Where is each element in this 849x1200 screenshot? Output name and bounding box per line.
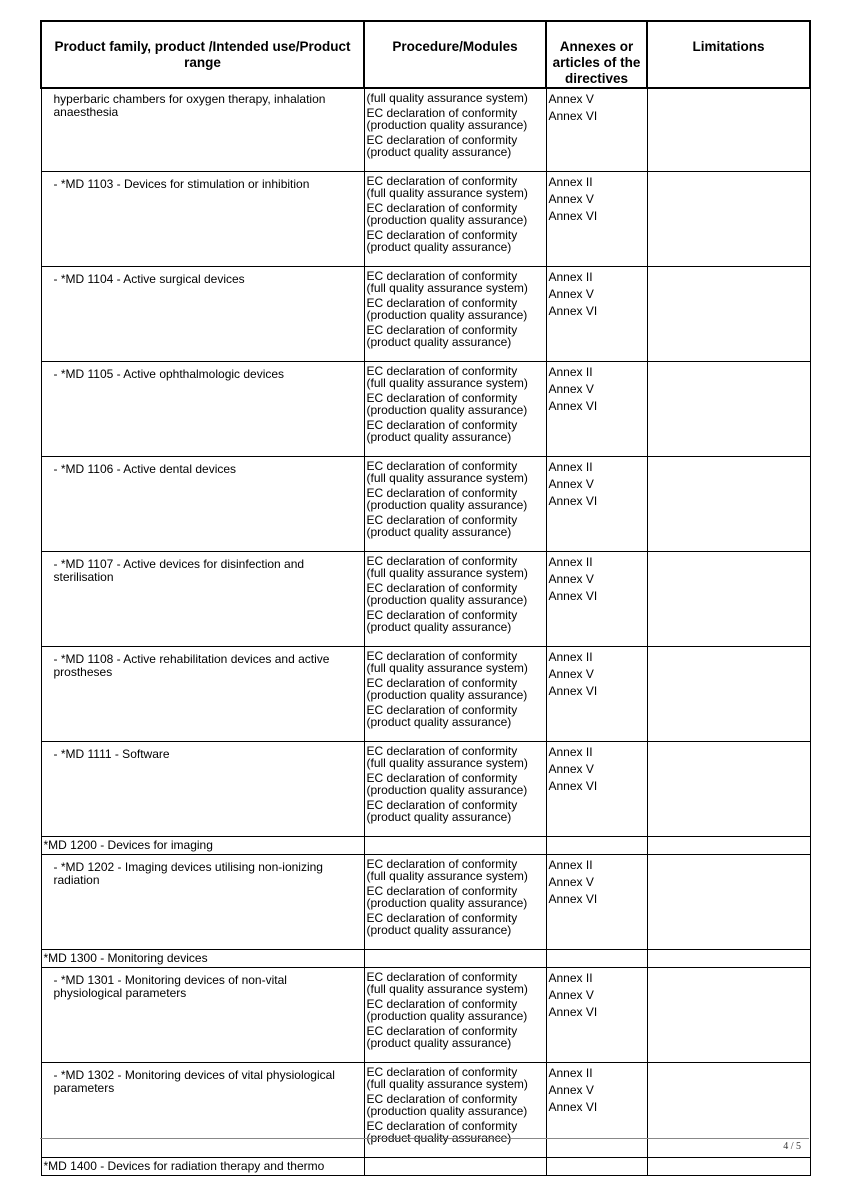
annex-line: Annex V — [548, 875, 594, 889]
procedure-line: EC declaration of conformity — [366, 857, 518, 871]
limitations-cell — [647, 172, 810, 267]
annex-line: Annex II — [548, 1066, 593, 1080]
procedure-line: EC declaration of conformity — [366, 581, 518, 595]
table-row — [41, 172, 810, 267]
table-row — [41, 362, 810, 457]
procedure-line: (production quality assurance) — [366, 688, 528, 702]
procedure-line: EC declaration of conformity — [366, 201, 518, 215]
annex-line: Annex VI — [548, 494, 598, 508]
procedure-line: (product quality assurance) — [366, 810, 512, 824]
table-row — [41, 1063, 810, 1158]
procedure-line: EC declaration of conformity — [366, 703, 518, 717]
product-cell: hyperbaric chambers for oxygen therapy, inhalation anaesthesia — [41, 88, 364, 172]
product-cell: - *MD 1106 - Active dental devices — [41, 457, 364, 552]
header-product: Product family, product /Intended use/Product range — [41, 21, 364, 88]
annex-line: Annex VI — [548, 1005, 598, 1019]
procedure-cell — [364, 742, 546, 837]
annex-cell — [546, 950, 647, 968]
annex-line: Annex VI — [548, 779, 598, 793]
procedure-line: EC declaration of conformity — [366, 771, 518, 785]
procedure-line: EC declaration of conformity — [366, 970, 518, 984]
annex-cell — [546, 552, 647, 647]
annex-line: Annex VI — [548, 589, 598, 603]
annex-line: Annex VI — [548, 892, 598, 906]
limitations-cell — [647, 968, 810, 1063]
procedure-cell — [364, 552, 546, 647]
limitations-cell — [647, 267, 810, 362]
procedure-line: (production quality assurance) — [366, 308, 528, 322]
procedure-line: EC declaration of conformity — [366, 676, 518, 690]
annex-cell — [546, 88, 647, 172]
procedure-line: EC declaration of conformity — [366, 323, 518, 337]
procedure-cell — [364, 88, 546, 172]
procedure-line: (product quality assurance) — [366, 430, 512, 444]
procedure-line: EC declaration of conformity — [366, 269, 518, 283]
procedure-line: (production quality assurance) — [366, 896, 528, 910]
procedure-cell — [364, 362, 546, 457]
procedure-line: EC declaration of conformity — [366, 174, 518, 188]
procedure-cell — [364, 267, 546, 362]
conformity-table — [40, 20, 811, 1176]
annex-line: Annex VI — [548, 304, 598, 318]
procedure-line: (product quality assurance) — [366, 923, 512, 937]
annex-line: Annex V — [548, 572, 594, 586]
annex-cell — [546, 267, 647, 362]
annex-line: Annex V — [548, 287, 594, 301]
annex-line: Annex V — [548, 92, 594, 106]
procedure-line: EC declaration of conformity — [366, 884, 518, 898]
category-row — [41, 1158, 810, 1176]
annex-line: Annex II — [548, 270, 593, 284]
procedure-line: (product quality assurance) — [366, 620, 512, 634]
product-cell: - *MD 1302 - Monitoring devices of vital physiological parameters — [41, 1063, 364, 1158]
procedure-line: (production quality assurance) — [366, 1009, 528, 1023]
procedure-cell — [364, 855, 546, 950]
procedure-line: (product quality assurance) — [366, 335, 512, 349]
procedure-line: (full quality assurance system) — [366, 566, 528, 580]
procedure-line: (product quality assurance) — [366, 715, 512, 729]
table-row — [41, 968, 810, 1063]
procedure-line: (product quality assurance) — [366, 525, 512, 539]
annex-line: Annex V — [548, 762, 594, 776]
procedure-line: (production quality assurance) — [366, 498, 528, 512]
limitations-cell — [647, 950, 810, 968]
product-cell: - *MD 1107 - Active devices for disinfection and sterilisation — [41, 552, 364, 647]
annex-cell — [546, 742, 647, 837]
annex-line: Annex V — [548, 477, 594, 491]
product-cell: - *MD 1103 - Devices for stimulation or inhibition — [41, 172, 364, 267]
procedure-line: EC declaration of conformity — [366, 486, 518, 500]
table-row — [41, 267, 810, 362]
procedure-line: EC declaration of conformity — [366, 911, 518, 925]
annex-cell — [546, 1158, 647, 1176]
limitations-cell — [647, 1158, 810, 1176]
annex-cell — [546, 837, 647, 855]
procedure-line: EC declaration of conformity — [366, 228, 518, 242]
procedure-line: (production quality assurance) — [366, 403, 528, 417]
procedure-line: EC declaration of conformity — [366, 418, 518, 432]
header-limitations: Limitations — [647, 21, 810, 88]
annex-line: Annex V — [548, 988, 594, 1002]
procedure-line: (full quality assurance system) — [366, 91, 528, 105]
category-cell: *MD 1200 - Devices for imaging — [41, 837, 364, 855]
annex-line: Annex V — [548, 667, 594, 681]
procedure-line: EC declaration of conformity — [366, 459, 518, 473]
product-cell: - *MD 1105 - Active ophthalmologic devices — [41, 362, 364, 457]
annex-line: Annex II — [548, 175, 593, 189]
procedure-cell — [364, 1158, 546, 1176]
product-cell: - *MD 1202 - Imaging devices utilising non-ionizing radiation — [41, 855, 364, 950]
annex-line: Annex II — [548, 650, 593, 664]
limitations-cell — [647, 88, 810, 172]
annex-cell — [546, 968, 647, 1063]
limitations-cell — [647, 457, 810, 552]
category-cell: *MD 1400 - Devices for radiation therapy and thermo — [41, 1158, 364, 1176]
table-header-row — [41, 21, 810, 88]
annex-cell — [546, 1063, 647, 1158]
annex-line: Annex V — [548, 382, 594, 396]
annex-cell — [546, 457, 647, 552]
procedure-line: EC declaration of conformity — [366, 1024, 518, 1038]
procedure-line: (product quality assurance) — [366, 1131, 512, 1145]
annex-line: Annex II — [548, 460, 593, 474]
procedure-line: (full quality assurance system) — [366, 982, 528, 996]
footer-divider — [40, 1138, 809, 1139]
table-row — [41, 457, 810, 552]
procedure-line: (full quality assurance system) — [366, 756, 528, 770]
procedure-line: EC declaration of conformity — [366, 133, 518, 147]
table-row — [41, 742, 810, 837]
procedure-line: (full quality assurance system) — [366, 661, 528, 675]
procedure-cell — [364, 1063, 546, 1158]
procedure-line: EC declaration of conformity — [366, 798, 518, 812]
procedure-cell — [364, 968, 546, 1063]
procedure-line: EC declaration of conformity — [366, 554, 518, 568]
procedure-line: (full quality assurance system) — [366, 376, 528, 390]
procedure-line: EC declaration of conformity — [366, 513, 518, 527]
category-row — [41, 837, 810, 855]
procedure-line: EC declaration of conformity — [366, 296, 518, 310]
procedure-line: (production quality assurance) — [366, 118, 528, 132]
procedure-cell — [364, 837, 546, 855]
table-row — [41, 88, 810, 172]
category-cell: *MD 1300 - Monitoring devices — [41, 950, 364, 968]
annex-line: Annex II — [548, 745, 593, 759]
procedure-line: (production quality assurance) — [366, 593, 528, 607]
annex-line: Annex II — [548, 555, 593, 569]
procedure-line: EC declaration of conformity — [366, 649, 518, 663]
annex-line: Annex VI — [548, 1100, 598, 1114]
procedure-line: EC declaration of conformity — [366, 106, 518, 120]
procedure-line: EC declaration of conformity — [366, 391, 518, 405]
header-procedure: Procedure/Modules — [364, 21, 546, 88]
table-row — [41, 647, 810, 742]
header-annexes: Annexes or articles of the directives — [546, 21, 647, 88]
procedure-line: (full quality assurance system) — [366, 869, 528, 883]
category-row — [41, 950, 810, 968]
annex-line: Annex II — [548, 971, 593, 985]
product-cell: - *MD 1111 - Software — [41, 742, 364, 837]
procedure-line: EC declaration of conformity — [366, 608, 518, 622]
procedure-line: (full quality assurance system) — [366, 471, 528, 485]
procedure-line: (full quality assurance system) — [366, 1077, 528, 1091]
procedure-cell — [364, 457, 546, 552]
product-cell: - *MD 1301 - Monitoring devices of non-vital physiological parameters — [41, 968, 364, 1063]
product-cell: - *MD 1104 - Active surgical devices — [41, 267, 364, 362]
annex-line: Annex II — [548, 858, 593, 872]
annex-cell — [546, 647, 647, 742]
annex-cell — [546, 855, 647, 950]
procedure-line: (production quality assurance) — [366, 1104, 528, 1118]
limitations-cell — [647, 855, 810, 950]
annex-cell — [546, 362, 647, 457]
annex-line: Annex VI — [548, 209, 598, 223]
table-row — [41, 552, 810, 647]
procedure-line: EC declaration of conformity — [366, 1119, 518, 1133]
annex-line: Annex V — [548, 192, 594, 206]
procedure-line: (product quality assurance) — [366, 145, 512, 159]
product-cell: - *MD 1108 - Active rehabilitation devices and active prostheses — [41, 647, 364, 742]
page-number: 4 / 5 — [783, 1141, 801, 1152]
table-row — [41, 855, 810, 950]
limitations-cell — [647, 362, 810, 457]
limitations-cell — [647, 647, 810, 742]
procedure-line: (product quality assurance) — [366, 240, 512, 254]
procedure-line: EC declaration of conformity — [366, 997, 518, 1011]
annex-line: Annex VI — [548, 684, 598, 698]
annex-line: Annex II — [548, 365, 593, 379]
procedure-line: EC declaration of conformity — [366, 1065, 518, 1079]
procedure-line: (production quality assurance) — [366, 213, 528, 227]
limitations-cell — [647, 837, 810, 855]
annex-line: Annex VI — [548, 109, 598, 123]
procedure-line: (product quality assurance) — [366, 1036, 512, 1050]
procedure-line: (full quality assurance system) — [366, 281, 528, 295]
procedure-cell — [364, 950, 546, 968]
procedure-line: (production quality assurance) — [366, 783, 528, 797]
procedure-line: EC declaration of conformity — [366, 1092, 518, 1106]
annex-line: Annex VI — [548, 399, 598, 413]
procedure-cell — [364, 647, 546, 742]
procedure-line: EC declaration of conformity — [366, 744, 518, 758]
limitations-cell — [647, 742, 810, 837]
procedure-line: EC declaration of conformity — [366, 364, 518, 378]
annex-line: Annex V — [548, 1083, 594, 1097]
limitations-cell — [647, 552, 810, 647]
procedure-line: (full quality assurance system) — [366, 186, 528, 200]
procedure-cell — [364, 172, 546, 267]
annex-cell — [546, 172, 647, 267]
